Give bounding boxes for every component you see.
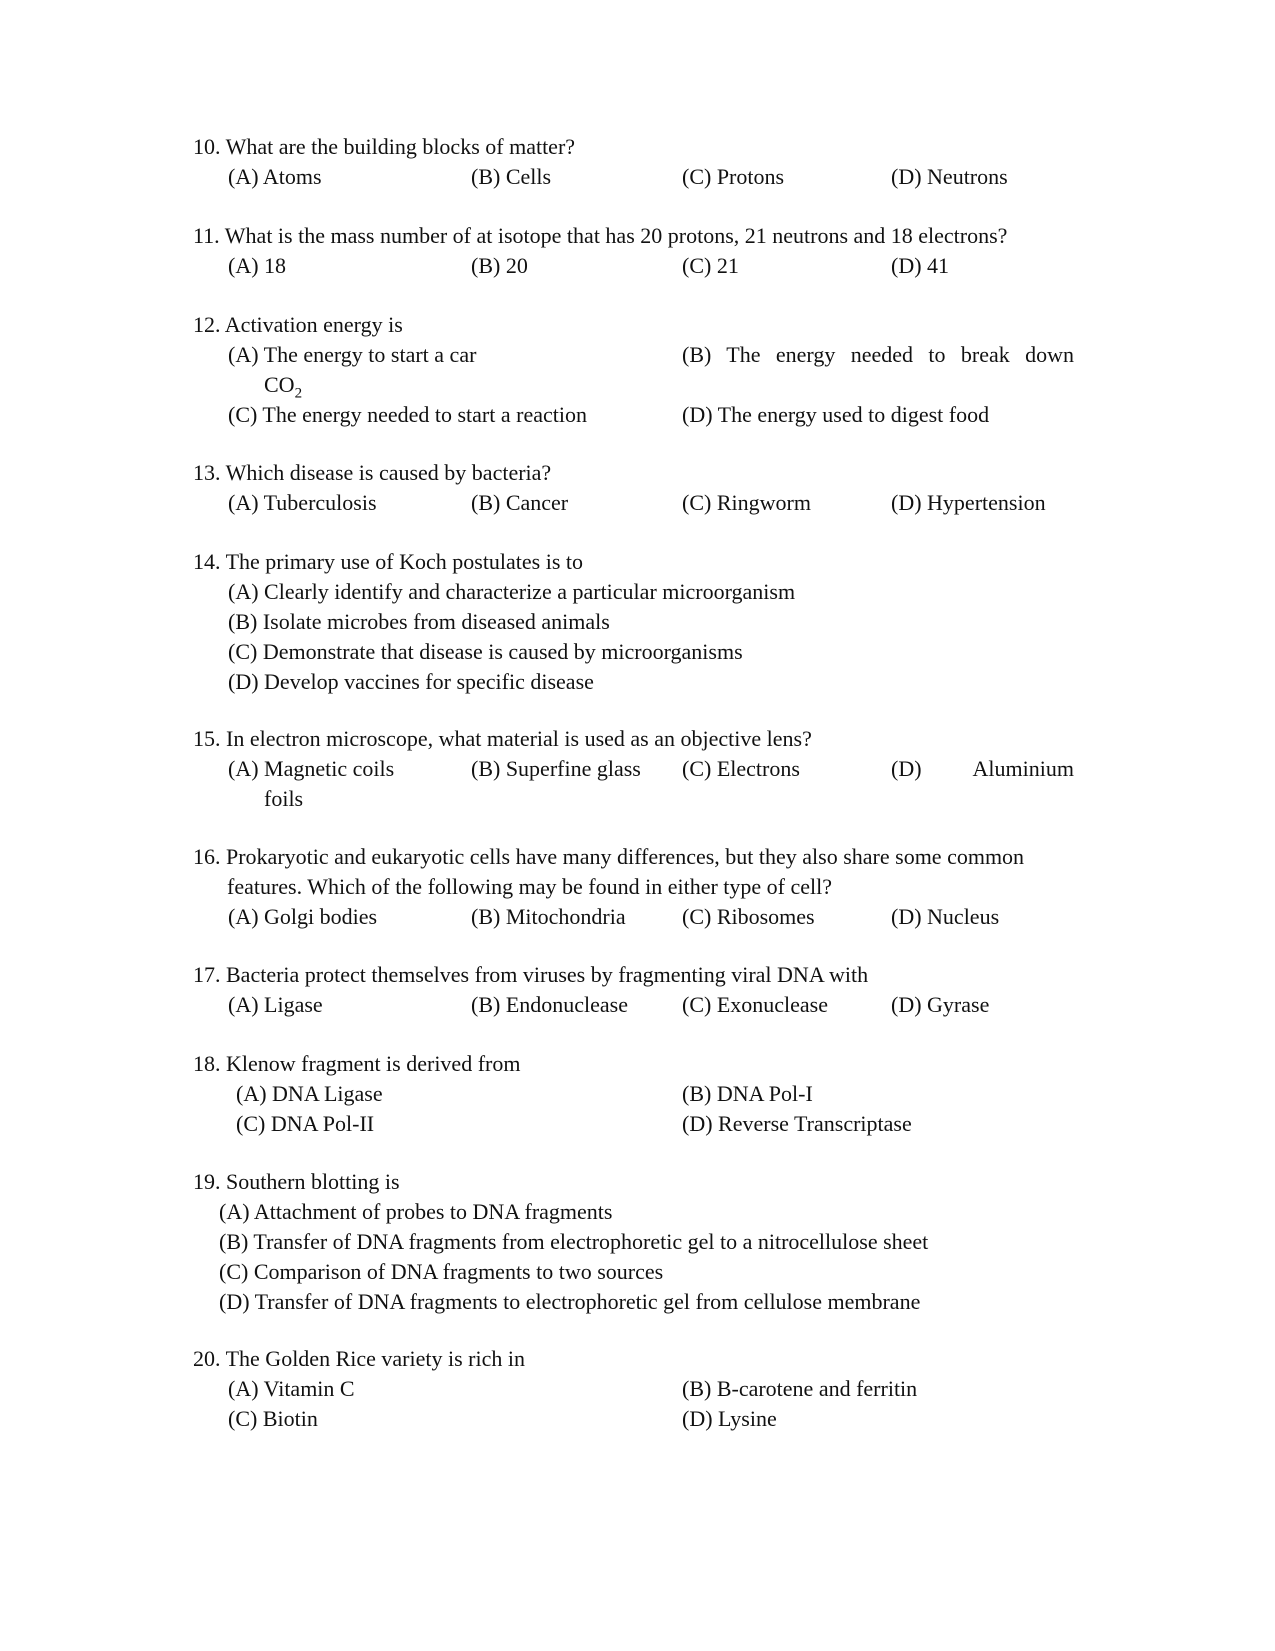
options-row xyxy=(193,1374,1083,1404)
option-b: (B) Endonuclease xyxy=(471,992,628,1017)
option-d-continued: foils xyxy=(264,786,304,811)
question-stem: 11. What is the mass number of at isotope that has 20 protons, 21 neutrons and 18 electrons? xyxy=(193,223,1008,248)
question-16 xyxy=(193,842,1083,932)
option-c: (C) Protons xyxy=(682,164,785,189)
option-a: (A) Ligase xyxy=(228,992,323,1017)
option-c: (C) Exonuclease xyxy=(682,992,828,1017)
option-d: (D) Hypertension xyxy=(891,490,1046,515)
question-15 xyxy=(193,724,1083,814)
question-stem: 10. What are the building blocks of matter? xyxy=(193,134,576,159)
option-a: (A) DNA Ligase xyxy=(236,1081,383,1106)
options-list xyxy=(228,577,1083,697)
question-11 xyxy=(193,221,1083,281)
option-a: (A) The energy to start a car xyxy=(228,342,477,367)
options-row xyxy=(193,340,1083,400)
option-d: (D) The energy used to digest food xyxy=(682,402,990,427)
option-b: (B) B-carotene and ferritin xyxy=(682,1376,918,1401)
option-b: (B) Cells xyxy=(471,164,552,189)
options-row xyxy=(193,162,1083,192)
option-c: (C) Comparison of DNA fragments to two sources xyxy=(219,1259,664,1284)
options-row xyxy=(193,1079,1083,1109)
option-b: (B) 20 xyxy=(471,253,528,278)
options-list xyxy=(219,1197,1083,1317)
option-c: (C) DNA Pol-II xyxy=(236,1111,375,1136)
question-stem: 15. In electron microscope, what material is used as an objective lens? xyxy=(193,726,812,751)
question-13 xyxy=(193,458,1083,518)
option-b: (B) Mitochondria xyxy=(471,904,626,929)
option-d: (D) Gyrase xyxy=(891,992,990,1017)
option-a: (A) Magnetic coils xyxy=(228,756,395,781)
question-10 xyxy=(193,132,1083,192)
option-b: (B) Transfer of DNA fragments from electrophoretic gel to a nitrocellulose sheet xyxy=(219,1229,929,1254)
option-a: (A) Attachment of probes to DNA fragments xyxy=(219,1199,613,1224)
question-stem: 13. Which disease is caused by bacteria? xyxy=(193,460,552,485)
question-stem: 14. The primary use of Koch postulates is to xyxy=(193,549,584,574)
question-17 xyxy=(193,960,1083,1020)
option-c: (C) Ribosomes xyxy=(682,904,815,929)
option-d: (D) Nucleus xyxy=(891,904,1000,929)
option-d: (D) Aluminium xyxy=(891,756,1074,781)
question-18 xyxy=(193,1049,1083,1139)
option-d: (D) Reverse Transcriptase xyxy=(682,1111,912,1136)
option-b-continued: $CO_2$ xyxy=(264,372,303,402)
option-a: (A) Golgi bodies xyxy=(228,904,378,929)
option-b: (B) Superfine glass xyxy=(471,756,641,781)
options-row xyxy=(193,488,1083,518)
option-d: (D) 41 xyxy=(891,253,950,278)
option-d: (D) Neutrons xyxy=(891,164,1008,189)
option-a: (A) Vitamin C xyxy=(228,1376,355,1401)
question-stem: 17. Bacteria protect themselves from viruses by fragmenting viral DNA with xyxy=(193,962,869,987)
options-row xyxy=(193,754,1083,814)
option-c: (C) Biotin xyxy=(228,1406,318,1431)
question-stem: 18. Klenow fragment is derived from xyxy=(193,1051,521,1076)
option-c: (C) The energy needed to start a reaction xyxy=(228,402,587,427)
option-a: (A) Clearly identify and characterize a particular microorganism xyxy=(228,579,796,604)
options-row xyxy=(193,990,1083,1020)
question-stem: 12. Activation energy is xyxy=(193,312,403,337)
option-c: (C) 21 xyxy=(682,253,739,278)
option-d: (D) Lysine xyxy=(682,1406,777,1431)
options-row xyxy=(193,1404,1083,1434)
option-a: (A) 18 xyxy=(228,253,287,278)
option-c: (C) Demonstrate that disease is caused by microorganisms xyxy=(228,639,743,664)
question-stem: 16. Prokaryotic and eukaryotic cells have many differences, but they also share some common features. Which of the following may be found in either type of cell? xyxy=(193,844,1025,899)
question-stem: 20. The Golden Rice variety is rich in xyxy=(193,1346,525,1371)
options-row xyxy=(193,1109,1083,1139)
question-14 xyxy=(193,547,1083,697)
option-b: (B) The energy needed to break down xyxy=(682,342,1074,367)
option-b: (B) Isolate microbes from diseased animals xyxy=(228,609,610,634)
option-c: (C) Electrons xyxy=(682,756,800,781)
options-row xyxy=(193,251,1083,281)
question-20 xyxy=(193,1344,1083,1434)
option-b: (B) DNA Pol-I xyxy=(682,1081,813,1106)
option-a: (A) Atoms xyxy=(228,164,322,189)
options-row xyxy=(193,400,1083,430)
question-12 xyxy=(193,310,1083,430)
option-d: (D) Transfer of DNA fragments to electrophoretic gel from cellulose membrane xyxy=(219,1289,921,1314)
option-c: (C) Ringworm xyxy=(682,490,811,515)
option-a: (A) Tuberculosis xyxy=(228,490,377,515)
option-b: (B) Cancer xyxy=(471,490,569,515)
question-stem: 19. Southern blotting is xyxy=(193,1169,400,1194)
question-19 xyxy=(193,1167,1083,1317)
option-d: (D) Develop vaccines for specific disease xyxy=(228,669,594,694)
options-row xyxy=(193,902,1083,932)
